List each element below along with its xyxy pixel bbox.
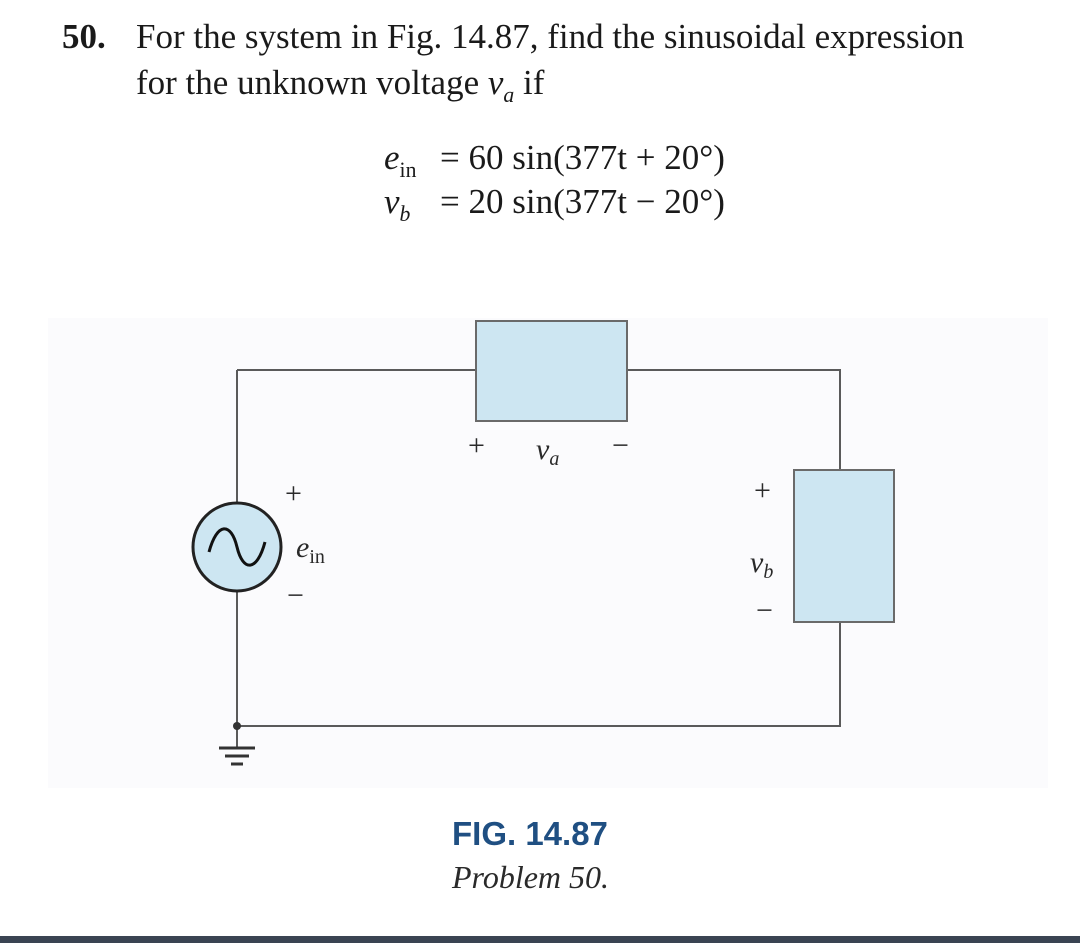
- ac-source-icon: [193, 503, 281, 591]
- ein-label-symbol: e: [296, 531, 310, 564]
- equation-vb-symbol: v: [384, 182, 400, 221]
- unknown-voltage-letter: v: [487, 63, 504, 102]
- element-a-box: [476, 321, 627, 421]
- ground-node-dot: [233, 722, 241, 730]
- va-minus-sign: −: [612, 429, 629, 462]
- ein-label: [296, 531, 325, 568]
- va-plus-sign: +: [468, 429, 485, 462]
- problem-text-line1: For the system in Fig. 14.87, find the sinusoidal expression: [136, 17, 965, 56]
- ein-minus-sign: −: [287, 579, 304, 612]
- wire-top-right: [627, 370, 840, 470]
- figure-number: FIG. 14.87: [452, 815, 608, 852]
- equation-vb-subscript: b: [399, 202, 411, 226]
- figure-caption: [0, 812, 1080, 898]
- vb-label: [750, 546, 773, 583]
- wire-right-lower: [237, 622, 840, 726]
- vb-label-symbol: v: [750, 546, 764, 579]
- equation-ein-subscript: in: [399, 158, 417, 182]
- equation-ein-rhs: = 60 sin(377t + 20°): [440, 138, 725, 177]
- bottom-divider: [0, 936, 1080, 943]
- problem-number: 50.: [62, 17, 106, 56]
- ein-plus-sign: +: [285, 477, 302, 510]
- problem-text-line2-post: if: [514, 63, 545, 102]
- unknown-voltage-subscript: a: [503, 83, 515, 107]
- problem-text-line2-pre: for the unknown voltage: [136, 63, 488, 102]
- va-label: [536, 433, 559, 470]
- equation-vb-rhs: = 20 sin(377t − 20°): [440, 182, 725, 221]
- wire-top-left: [237, 370, 476, 502]
- vb-minus-sign: −: [756, 594, 773, 627]
- vb-label-subscript: b: [763, 561, 774, 583]
- ein-label-subscript: in: [309, 546, 325, 568]
- va-label-symbol: v: [536, 433, 550, 466]
- figure-problem-reference: Problem 50.: [452, 859, 610, 895]
- element-b-box: [794, 470, 894, 622]
- equation-ein-symbol: e: [384, 138, 400, 177]
- vb-plus-sign: +: [754, 474, 771, 507]
- va-label-subscript: a: [549, 448, 560, 470]
- ground-symbol-icon: [219, 748, 255, 764]
